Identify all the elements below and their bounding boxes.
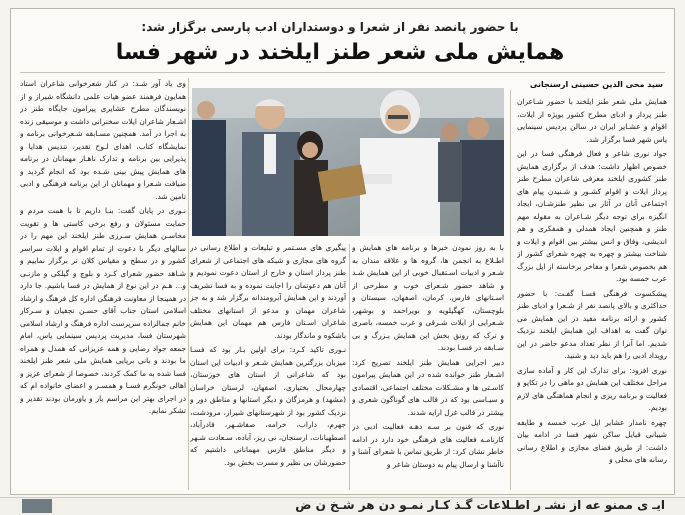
column-divider — [510, 90, 511, 490]
paragraph: با به روز نمودن خبرها و برنامه های همایش و اطـلاع به انجمن ها، گروه ها و علاقه مندان به شـعر و ادبیات اسـتقبال خوبی از این همایش شـد و شاهد حضور شـعرای خوب و مطرحی از اسـتانهای فارس، کرمان، اصفهان، سیستان و بلوچستان، کهگیلویه و بویراحمد و بوشهر، شـعرایی از ایلات شـرقی و عرب خمسه، باصری و ترک که رونق بخش این همایش بـزرگ و بی سـابقه در فسـا بودند. — [352, 243, 504, 352]
paragraph: دبیر اجرایی همایش طنز ایلخند تصریح کرد: اشـعار طنز خوانده شده در این همایش پیرامون کاسـتی ها و مشـکلات مختلف اجتماعی، اقتصادی و سیـاسی بود که در قالب های گوناگون شعری و بیشتر در قالب غزل ارایه شدند. — [352, 357, 504, 417]
paragraph: وی یاد آور شـد: در کنار شعرخوانی شاعران استاد همایون فرهمند عضو هیات علمی دانشگاه شیراز و از نویسندگان مطرح عشایری پیرامون جایگاه طنز در اشـعار شاعران ایلات سخنرانی داشت و موسیقی زنده به اجرا در آمد. همچنین مسـابقه شـعرخوانی برنامه و نمایشگاه کتاب، اهدای لـوح تقدیر، تندیس هدایا و پذیرایی بین برنامه و تدارک ناهـار مهمانان در برنامه های همایش پیش بینی شـده بود که انجام گردید و ضیافت شـعرا و مهمانان از این برنامه فرهنگی و ادبی تامین شد. — [20, 79, 186, 201]
headline-rule — [20, 72, 665, 73]
paragraph: چهره نامدار عشایر ایل عرب خمسه و طایفه شیبانی قبایل ساکن شهر فسا در ادامه بیان داشت: از طریق فضای مجازی و اطلاع رسانی رسانه های محلی و — [517, 417, 667, 464]
paragraph: نوری افزود: برای تدارک این کار و آماده سازی مراحل مختلف این همایش دو ماهی را در تکاپو و فعالیت و برنامه ریزی و انجام هماهنگی های لازم بودیم. — [517, 365, 667, 412]
column-middle-right — [352, 242, 504, 492]
next-article-headline: ایـ ی ممنو عه از نشـ ر اطـلاعات گـذ کـار نمـو دن هر شـخ ن ض — [295, 498, 665, 512]
column-right — [517, 96, 667, 491]
column-divider — [349, 244, 350, 490]
paragraph: نـوری در پایان گفت: بنـا داریم تا با همت مردم و حمایت مسئولان و رفع برخی کاستی ها و تقویت محاسـن همایش سـرزی طنز ایلخند این مهم را در سالهای دیگر با دعوت از تمام اقوام و ایلات سراسر کشور و در سطح و مقیاس کلان تر برگزار نماییم و شـاهد حضور شعرای کـرد و بلوچ و گیلکی و مازنـی و... هـم در این نوع از همایش در فسا باشیم. جا دارد در همینجا از معاونت فرهنگی اداره کل فرهنگ و ارشاد اسلامی استان جناب آقای حسـن نجفیان و سـرکار خانم جمالزاده سرپرست اداره فرهنگ و ارشاد اسلامی شهرستان فسا، مدیریت پردیس سینمایی یاس، امام جمعه جواد رضایی و همه عزیزانی که همدل و همراه ما بودند و بانی برپایی همایش ملی شعر طنز ایلخند فسا شده به ما کمک کردند، خصوصا از شعرای عزیز و اهالی خونگرم فسـا و همسـر و اعضای خانواده ام که در اجرای بهتر این مراسم یار و یاورمان بودند تقدیر و تشکر نمایم. — [20, 206, 186, 415]
paragraph: جواد نوری شاعر و فعال فرهنگی فسا در این خصوص اظهار داشت: هدف از برگزاری همایش طنز کشوری ایلخند معرفی شاعران مطرح طنز پرداز ایلات و اقوام کشـور و شـنیدن پیام های اجتماعی آنان در آثار بی نظیر طنزشـان، ایجاد انگیزه برای توجه دیگر شـاعران به مقوله مهم طنز و همچنین ایجاد همدلی و همفکری و هم اندیشی، وفاق و انس بیشتر بین اقوام و ایلات و شناخت بیشتر و چهره به چهره شعرای کشور از هم بخصوص شعرا و مفاخر برخاسته از ایل بزرگ عرب خمسه بود. — [517, 149, 667, 283]
bottom-thumbnail — [22, 499, 52, 513]
paragraph: نوری که فنون بر سـه دهـه فعالیت ادبی در کارنامـه فعالیت های فرهنگی خود دارد در ادامه خاطر نشان کرد: از طریق تماس با شعرای آشنا و ناآشنا و ارسال پیام به دوستان شاعر و — [352, 422, 504, 469]
event-photo — [192, 88, 504, 236]
event-photo-illustration — [192, 88, 504, 236]
article-author: سید محی الدین حسینی ارسنجانی — [529, 80, 663, 89]
column-middle-left — [190, 242, 346, 492]
paragraph: نـوری تاکید کـرد: برای اولین بـار بود که فسـا میزبان بزرگترین همایش شـعر و ادبیات این استان بود که شاعرانی از استان های خوزستان، چهارمحال بختیاری، اصفهان، لرستان خراسان (مشهد) و هرمزگان و دیگر استانها و مناطق دور و نزدیک کشور بود از شهرستانهای شیراز، مرودشت، جهرم، داراب، خرامه، صفاشـهر، قادرآباد، اصطهبانات، ارسنجان، نی ریز، آباده، سـعادت شـهر و دیگر مناطق فارس مهمانانی داشتیم که حضورشان بی نظیر و مسرت بخش بود. — [190, 345, 346, 467]
column-divider — [188, 78, 189, 490]
column-left — [20, 78, 186, 492]
paragraph: پیشکسوت فرهنگی فسـا گفـت: با حضور حداکثری و بالای پانصد نفر از شـعرا و ادبای طنز کشور و ارائه برنامه مفید در این همایش می توان گفت به اهداف این همایش ایلخند نزدیک شدیم. اما آنرا از نظر تعداد مدعو حاضر در این رویداد ادبی را هم باید دید و شنید. — [517, 288, 667, 360]
paragraph: پیگیری های مسـتمر و تبلیغات و اطلاع رسانی در گروه های مجازی و شبکه های اجتماعی از شعرای طنز پرداز استان و خارج از استان دعوت نمودیم و آنان هم دعوتمان را اجابت نموده و به فسا تشریف آوردند و این همایش آبرومندانه برگزار شد و به جز شاعران مهمان و مدعو از استانهای مختلف شاعران اسـتان فارس هم مهمان این همایش باشکوه و ماندگار بودند. — [190, 243, 346, 340]
article-kicker: با حضور پانصد نفر از شعرا و دوستداران ادب پارسی برگزار شد: — [141, 20, 519, 34]
article-headline: همایش ملی شعر طنز ایلخند در شهر فسا — [115, 40, 565, 65]
paragraph: همایش ملی شعر طنز ایلخند با حضور شـاعران طنز پرداز و ادبای مطرح کشور بویژه از ایلات، اقوام و عشـایر ایران در سالن پردیس سینمایی یاس شهر فسا برگزار شد. — [517, 97, 667, 144]
